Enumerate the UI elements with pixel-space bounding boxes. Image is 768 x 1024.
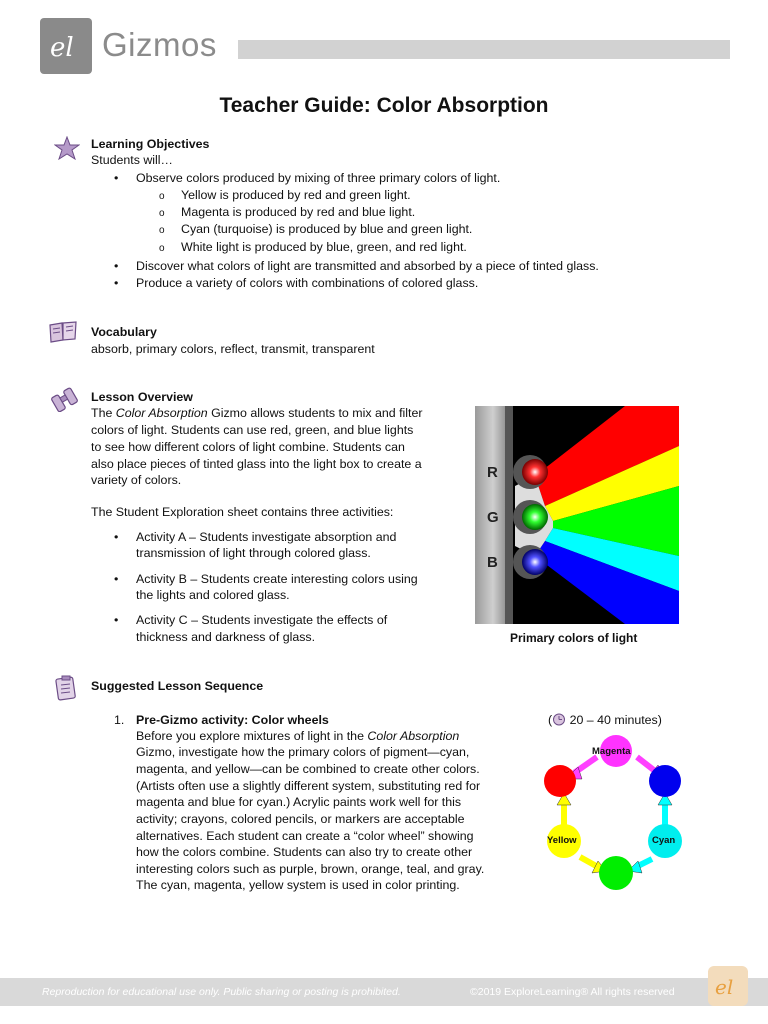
- activity-b-line-1: • Activity B – Students create interesting colors using: [136, 571, 418, 588]
- sequence-line-7: alternatives. Each student can create a “color wheel” showing: [136, 829, 474, 843]
- activity-a-line-1: • Activity A – Students investigate absorption and: [136, 529, 396, 546]
- vocabulary-terms: absorb, primary colors, reflect, transmit, transparent: [91, 342, 375, 356]
- primary-colors-figure: [475, 406, 679, 624]
- sequence-line-3: magenta, and yellow—can be combined to create other colors.: [136, 762, 480, 776]
- vocabulary-heading: Vocabulary: [91, 325, 157, 339]
- sequence-line-4: (Artists often use a slightly different system, substituting red for: [136, 779, 481, 793]
- brand-name: Gizmos: [102, 26, 217, 63]
- overview-line-3: to see how different colors of light combine. Students can: [91, 440, 405, 454]
- objective-sub-1: o Yellow is produced by red and green light.: [181, 187, 411, 204]
- figure-label-b: B: [487, 554, 498, 571]
- clock-icon: [552, 713, 566, 731]
- footer-copyright: ©2019 ExploreLearning® All rights reserved: [470, 986, 675, 998]
- objective-bullet-1: • Observe colors produced by mixing of three primary colors of light.: [136, 170, 500, 187]
- wheel-label-magenta: Magenta: [592, 746, 631, 757]
- sequence-line-10: The cyan, magenta, yellow system is used in color printing.: [136, 878, 460, 892]
- header-bar: [238, 40, 730, 59]
- footer-notice: Reproduction for educational use only. Public sharing or posting is prohibited.: [42, 986, 401, 998]
- sequence-line-2: Gizmo, investigate how the primary colors of pigment—cyan,: [136, 745, 470, 759]
- objective-bullet-3: • Produce a variety of colors with combinations of colored glass.: [136, 275, 478, 292]
- objectives-heading: Learning Objectives: [91, 137, 210, 151]
- overview-line-5: variety of colors.: [91, 473, 182, 487]
- sequence-line-8: how the colors combine. Students can also try to create other: [136, 845, 473, 859]
- footer-logo: [708, 966, 748, 1006]
- figure-caption: Primary colors of light: [510, 631, 638, 645]
- figure-label-g: G: [487, 509, 499, 526]
- overview-heading: Lesson Overview: [91, 390, 193, 404]
- objective-bullet-2: • Discover what colors of light are transmitted and absorbed by a piece of tinted glass.: [136, 258, 599, 275]
- binoculars-icon: [50, 386, 78, 415]
- color-wheel-diagram: [542, 735, 692, 895]
- item-title: Pre-Gizmo activity: Color wheels: [136, 713, 329, 727]
- objective-sub-3: o Cyan (turquoise) is produced by blue and green light.: [181, 221, 472, 238]
- time-estimate: ( 20 – 40 minutes): [548, 712, 662, 731]
- activity-a-line-2: transmission of light through colored glass.: [136, 546, 371, 560]
- overview-line-2: colors of light. Students can use red, green, and blue lights: [91, 423, 414, 437]
- sequence-line-5: magenta and blue for cyan.) Acrylic paints work well for this: [136, 795, 462, 809]
- item-number: 1.: [114, 713, 125, 727]
- activity-c-line-1: • Activity C – Students investigate the effects of: [136, 612, 387, 629]
- wheel-label-yellow: Yellow: [547, 835, 577, 846]
- page-title: Teacher Guide: Color Absorption: [219, 94, 549, 117]
- clipboard-icon: [54, 675, 78, 704]
- wheel-label-cyan: Cyan: [652, 835, 676, 846]
- objective-sub-4: o White light is produced by blue, green, and red light.: [181, 239, 467, 256]
- activity-b-line-2: the lights and colored glass.: [136, 588, 290, 602]
- sequence-heading: Suggested Lesson Sequence: [91, 679, 264, 693]
- book-icon: [48, 320, 78, 347]
- star-icon: [54, 136, 80, 163]
- svg-text:el: el: [715, 975, 734, 999]
- figure-label-r: R: [487, 464, 498, 481]
- overview-activities-intro: The Student Exploration sheet contains three activities:: [91, 505, 394, 519]
- activity-c-line-2: thickness and darkness of glass.: [136, 630, 316, 644]
- sequence-line-6: activity; crayons, colored pencils, or markers are acceptable: [136, 812, 465, 826]
- overview-line-1: The Color Absorption Gizmo allows students to mix and filter: [91, 406, 423, 420]
- objectives-intro: Students will…: [91, 153, 173, 167]
- brand-logo: [40, 18, 92, 74]
- overview-line-4: also place pieces of tinted glass into the light box to create a: [91, 457, 422, 471]
- sequence-line-9: interesting colors such as purple, brown, orange, teal, and gray.: [136, 862, 485, 876]
- sequence-line-1: Before you explore mixtures of light in the Color Absorption: [136, 729, 460, 743]
- objective-sub-2: o Magenta is produced by red and blue light.: [181, 204, 415, 221]
- svg-text:el: el: [50, 33, 74, 63]
